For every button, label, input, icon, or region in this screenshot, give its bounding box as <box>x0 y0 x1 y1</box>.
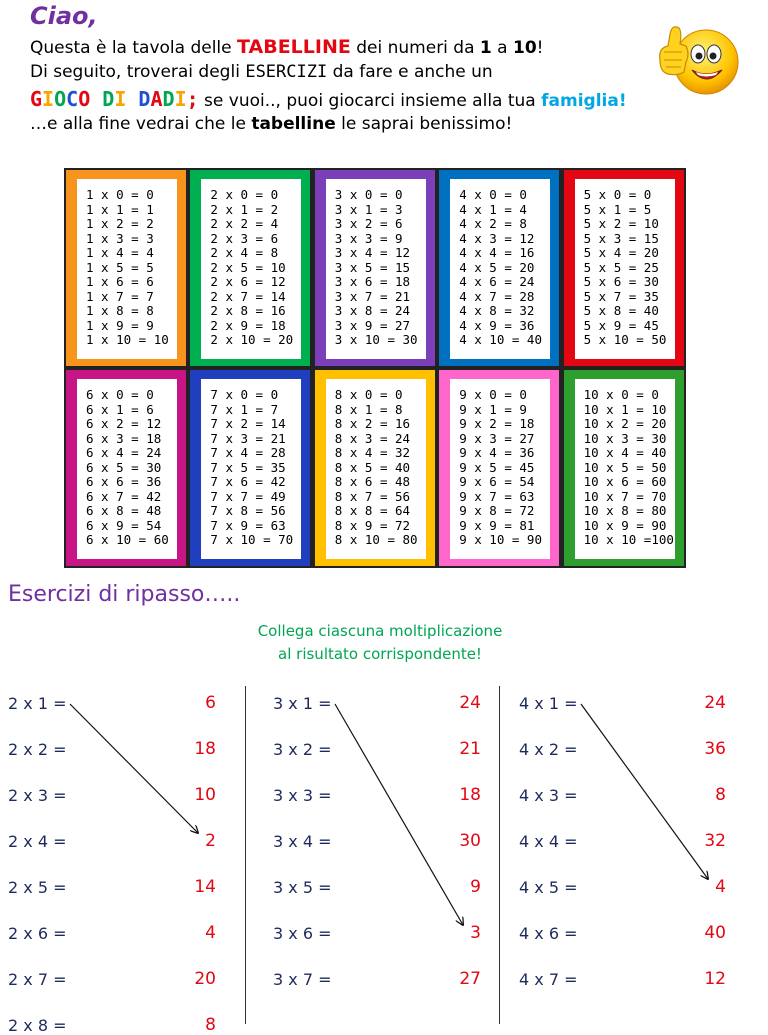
intro-text: se vuoi.., puoi giocarci insieme alla tua <box>198 91 542 111</box>
answer-number[interactable]: 40 <box>704 923 726 943</box>
equation: 10 x 9 = 90 <box>583 517 667 533</box>
multiplication-question[interactable]: 3 x 4 = <box>273 832 332 851</box>
equation: 4 x 8 = 32 <box>459 303 535 318</box>
tabelline-word: TABELLINE <box>237 36 351 58</box>
multiplication-question[interactable]: 4 x 7 = <box>519 970 578 989</box>
answer-number[interactable]: 4 <box>715 877 726 897</box>
equation: 7 x 9 = 63 <box>210 517 286 533</box>
equation: 4 x 5 = 20 <box>459 259 535 275</box>
multiplication-question[interactable]: 2 x 4 = <box>8 832 67 851</box>
equation: 4 x 1 = 4 <box>459 201 527 217</box>
equation: 1 x 1 = 1 <box>86 201 154 217</box>
multiplication-question[interactable]: 2 x 8 = <box>8 1016 67 1035</box>
equation: 5 x 10 = 50 <box>583 332 667 347</box>
answer-number[interactable]: 3 <box>470 923 481 943</box>
equation: 9 x 8 = 72 <box>459 503 535 518</box>
equation: 7 x 7 = 49 <box>210 488 286 504</box>
intro-text: da fare e anche un <box>327 62 493 82</box>
answer-number[interactable]: 18 <box>194 739 216 759</box>
equation: 2 x 3 = 6 <box>210 230 279 246</box>
equation: 2 x 8 = 16 <box>210 303 286 318</box>
esercizi-word: ESERCIZI <box>245 62 328 82</box>
equation: 5 x 8 = 40 <box>583 303 659 318</box>
equation: 9 x 1 = 9 <box>459 401 527 417</box>
title-letter: O <box>78 87 91 111</box>
multiplication-question[interactable]: 2 x 1 = <box>8 694 67 713</box>
range-end: 10 <box>513 38 537 58</box>
answer-number[interactable]: 9 <box>470 877 481 897</box>
equation: 2 x 10 = 20 <box>210 332 294 347</box>
equation: 7 x 2 = 14 <box>210 416 286 431</box>
equation: 10 x 4 = 40 <box>583 445 667 460</box>
equation: 2 x 7 = 14 <box>210 288 286 304</box>
multiplication-question[interactable]: 4 x 3 = <box>519 786 578 805</box>
equation: 8 x 10 = 80 <box>334 532 418 547</box>
equation: 3 x 8 = 24 <box>334 303 411 318</box>
equation: 3 x 0 = 0 <box>334 187 403 202</box>
multiplication-question[interactable]: 4 x 5 = <box>519 878 578 897</box>
intro-text: Di seguito, troverai degli <box>30 62 246 82</box>
equation: 10 x 8 = 80 <box>583 503 667 518</box>
equation: 8 x 4 = 32 <box>334 445 411 460</box>
answer-number[interactable]: 32 <box>704 831 726 851</box>
title-letter: I <box>42 87 55 111</box>
equation: 5 x 7 = 35 <box>583 288 659 304</box>
equation: 8 x 1 = 8 <box>334 401 403 417</box>
multiplication-question[interactable]: 3 x 5 = <box>273 878 332 897</box>
equation: 1 x 7 = 7 <box>86 288 154 304</box>
equation: 3 x 3 = 9 <box>334 230 403 246</box>
multiplication-question[interactable]: 4 x 4 = <box>519 832 578 851</box>
answer-number[interactable]: 24 <box>459 693 481 713</box>
instruction-line-1: Collega ciascuna moltiplicazione <box>257 622 503 640</box>
title-letter: D <box>102 87 115 111</box>
answer-number[interactable]: 12 <box>704 969 726 989</box>
equation: 9 x 5 = 45 <box>459 459 535 475</box>
equation: 7 x 8 = 56 <box>210 503 286 518</box>
equation: 6 x 6 = 36 <box>86 474 162 489</box>
equation: 9 x 10 = 90 <box>459 532 542 547</box>
equation: 1 x 2 = 2 <box>86 216 154 231</box>
tabelline-bold: tabelline <box>251 114 336 134</box>
equation: 6 x 10 = 60 <box>86 532 169 547</box>
equation: 8 x 9 = 72 <box>334 517 411 533</box>
equation: 4 x 10 = 40 <box>459 332 542 347</box>
equation: 1 x 5 = 5 <box>86 259 154 275</box>
equation: 8 x 0 = 0 <box>334 387 403 402</box>
equation: 5 x 5 = 25 <box>583 259 659 275</box>
equation: 6 x 7 = 42 <box>86 488 162 504</box>
equation: 2 x 2 = 4 <box>210 216 279 231</box>
equation: 3 x 2 = 6 <box>334 216 403 231</box>
equation: 9 x 6 = 54 <box>459 474 535 489</box>
intro-text: dei numeri da <box>350 38 480 58</box>
equation: 2 x 6 = 12 <box>210 274 286 289</box>
answer-number[interactable]: 18 <box>459 785 481 805</box>
answer-number[interactable]: 2 <box>205 831 216 851</box>
equation: 10 x 0 = 0 <box>583 387 659 402</box>
equation: 2 x 1 = 2 <box>210 201 279 217</box>
answer-number[interactable]: 24 <box>704 693 726 713</box>
equation: 3 x 6 = 18 <box>334 274 411 289</box>
equation: 6 x 8 = 48 <box>86 503 162 518</box>
connection-arrow <box>581 704 708 879</box>
answer-number[interactable]: 21 <box>459 739 481 759</box>
equation: 1 x 6 = 6 <box>86 274 154 289</box>
equation: 2 x 5 = 10 <box>210 259 286 275</box>
equation: 7 x 1 = 7 <box>210 401 279 417</box>
equation: 3 x 9 = 27 <box>334 317 411 333</box>
answer-number[interactable]: 8 <box>205 1015 216 1035</box>
equation: 5 x 3 = 15 <box>583 230 659 246</box>
multiplication-question[interactable]: 2 x 3 = <box>8 786 67 805</box>
greeting: Ciao, <box>30 2 98 30</box>
title-letter: I <box>174 87 187 111</box>
equation: 1 x 0 = 0 <box>86 187 154 202</box>
answer-number[interactable]: 20 <box>194 969 216 989</box>
equation: 5 x 9 = 45 <box>583 317 659 333</box>
equation: 6 x 9 = 54 <box>86 517 162 533</box>
intro-text: a <box>491 38 513 58</box>
multiplication-question[interactable]: 2 x 6 = <box>8 924 67 943</box>
equation: 8 x 6 = 48 <box>334 474 411 489</box>
title-letter: A <box>150 87 163 111</box>
equation: 3 x 5 = 15 <box>334 259 411 275</box>
multiplication-question[interactable]: 4 x 6 = <box>519 924 578 943</box>
equation: 8 x 2 = 16 <box>334 416 411 431</box>
equation: 10 x 7 = 70 <box>583 488 667 504</box>
equation: 1 x 10 = 10 <box>86 332 169 347</box>
equation: 4 x 2 = 8 <box>459 216 527 231</box>
equation: 6 x 2 = 12 <box>86 416 162 431</box>
equation: 4 x 6 = 24 <box>459 274 535 289</box>
equation: 3 x 7 = 21 <box>334 288 411 304</box>
equation: 9 x 3 = 27 <box>459 430 535 446</box>
equation: 10 x 5 = 50 <box>583 459 667 475</box>
title-letter: ; <box>186 87 199 111</box>
equation: 5 x 4 = 20 <box>583 245 659 260</box>
equation: 6 x 0 = 0 <box>86 387 154 402</box>
equation: 8 x 7 = 56 <box>334 488 411 504</box>
answer-number[interactable]: 10 <box>194 785 216 805</box>
multiplication-question[interactable]: 2 x 7 = <box>8 970 67 989</box>
equation: 10 x 2 = 20 <box>583 416 667 431</box>
equation: 5 x 0 = 0 <box>583 187 652 202</box>
equation: 4 x 0 = 0 <box>459 187 527 202</box>
equation: 7 x 3 = 21 <box>210 430 286 446</box>
connection-arrow <box>335 704 463 925</box>
equation: 1 x 8 = 8 <box>86 303 154 318</box>
equation: 2 x 0 = 0 <box>210 187 279 202</box>
multiplication-question[interactable]: 3 x 1 = <box>273 694 332 713</box>
equation: 1 x 3 = 3 <box>86 230 154 246</box>
equation: 6 x 4 = 24 <box>86 445 162 460</box>
title-letter: D <box>162 87 175 111</box>
equation: 2 x 4 = 8 <box>210 245 279 260</box>
answer-number[interactable]: 14 <box>194 877 216 897</box>
equation: 10 x 1 = 10 <box>583 401 667 417</box>
multiplication-question[interactable]: 3 x 3 = <box>273 786 332 805</box>
answer-number[interactable]: 4 <box>205 923 216 943</box>
equation: 9 x 9 = 81 <box>459 517 535 533</box>
multiplication-question[interactable]: 2 x 5 = <box>8 878 67 897</box>
equation: 8 x 3 = 24 <box>334 430 411 446</box>
multiplication-question[interactable]: 3 x 6 = <box>273 924 332 943</box>
equation: 3 x 10 = 30 <box>334 332 418 347</box>
title-letter: C <box>66 87 79 111</box>
intro-text: le saprai benissimo! <box>335 114 513 134</box>
multiplication-question[interactable]: 4 x 1 = <box>519 694 578 713</box>
instruction-line-2: al risultato corrispondente! <box>278 645 482 663</box>
equation: 8 x 8 = 64 <box>334 503 411 518</box>
equation: 2 x 9 = 18 <box>210 317 286 333</box>
equation: 5 x 1 = 5 <box>583 201 652 217</box>
title-letter: I <box>114 87 127 111</box>
equation: 6 x 5 = 30 <box>86 459 162 475</box>
equation: 7 x 10 = 70 <box>210 532 294 547</box>
equation: 1 x 9 = 9 <box>86 317 154 333</box>
multiplication-question[interactable]: 4 x 2 = <box>519 740 578 759</box>
intro-text: Questa è la tavola delle <box>30 38 238 58</box>
connection-arrow <box>70 704 198 833</box>
equation: 7 x 6 = 42 <box>210 474 286 489</box>
equation: 1 x 4 = 4 <box>86 245 154 260</box>
equation: 5 x 6 = 30 <box>583 274 659 289</box>
equation: 10 x 6 = 60 <box>583 474 667 489</box>
equation: 4 x 3 = 12 <box>459 230 535 246</box>
equation: 7 x 4 = 28 <box>210 445 286 460</box>
equation: 6 x 3 = 18 <box>86 430 162 446</box>
equation: 6 x 1 = 6 <box>86 401 154 417</box>
equation: 7 x 5 = 35 <box>210 459 286 475</box>
famiglia-word: famiglia! <box>541 91 627 111</box>
equation: 4 x 7 = 28 <box>459 288 535 304</box>
equation: 9 x 2 = 18 <box>459 416 535 431</box>
equation: 4 x 4 = 16 <box>459 245 535 260</box>
multiplication-question[interactable]: 3 x 2 = <box>273 740 332 759</box>
answer-number[interactable]: 27 <box>459 969 481 989</box>
answer-number[interactable]: 8 <box>715 785 726 805</box>
equation: 9 x 7 = 63 <box>459 488 535 504</box>
equation: 9 x 4 = 36 <box>459 445 535 460</box>
multiplication-question[interactable]: 3 x 7 = <box>273 970 332 989</box>
equation: 10 x 10 =100 <box>583 532 674 547</box>
equation: 3 x 1 = 3 <box>334 201 403 217</box>
title-letter: D <box>138 87 151 111</box>
multiplication-question[interactable]: 2 x 2 = <box>8 740 67 759</box>
range-start: 1 <box>479 38 492 58</box>
intro-text: …e alla fine vedrai che le <box>30 114 252 134</box>
exercises-title: Esercizi di ripasso….. <box>8 582 241 607</box>
equation: 9 x 0 = 0 <box>459 387 527 402</box>
answer-number[interactable]: 6 <box>205 693 216 713</box>
intro-text: ! <box>536 38 544 58</box>
equation: 10 x 3 = 30 <box>583 430 667 446</box>
title-letter: G <box>30 87 43 111</box>
answer-number[interactable]: 36 <box>704 739 726 759</box>
answer-number[interactable]: 30 <box>459 831 481 851</box>
equation: 3 x 4 = 12 <box>334 245 411 260</box>
equation: 5 x 2 = 10 <box>583 216 659 231</box>
equation: 7 x 0 = 0 <box>210 387 279 402</box>
equation: 8 x 5 = 40 <box>334 459 411 475</box>
title-letter: O <box>54 87 67 111</box>
equation: 4 x 9 = 36 <box>459 317 535 333</box>
